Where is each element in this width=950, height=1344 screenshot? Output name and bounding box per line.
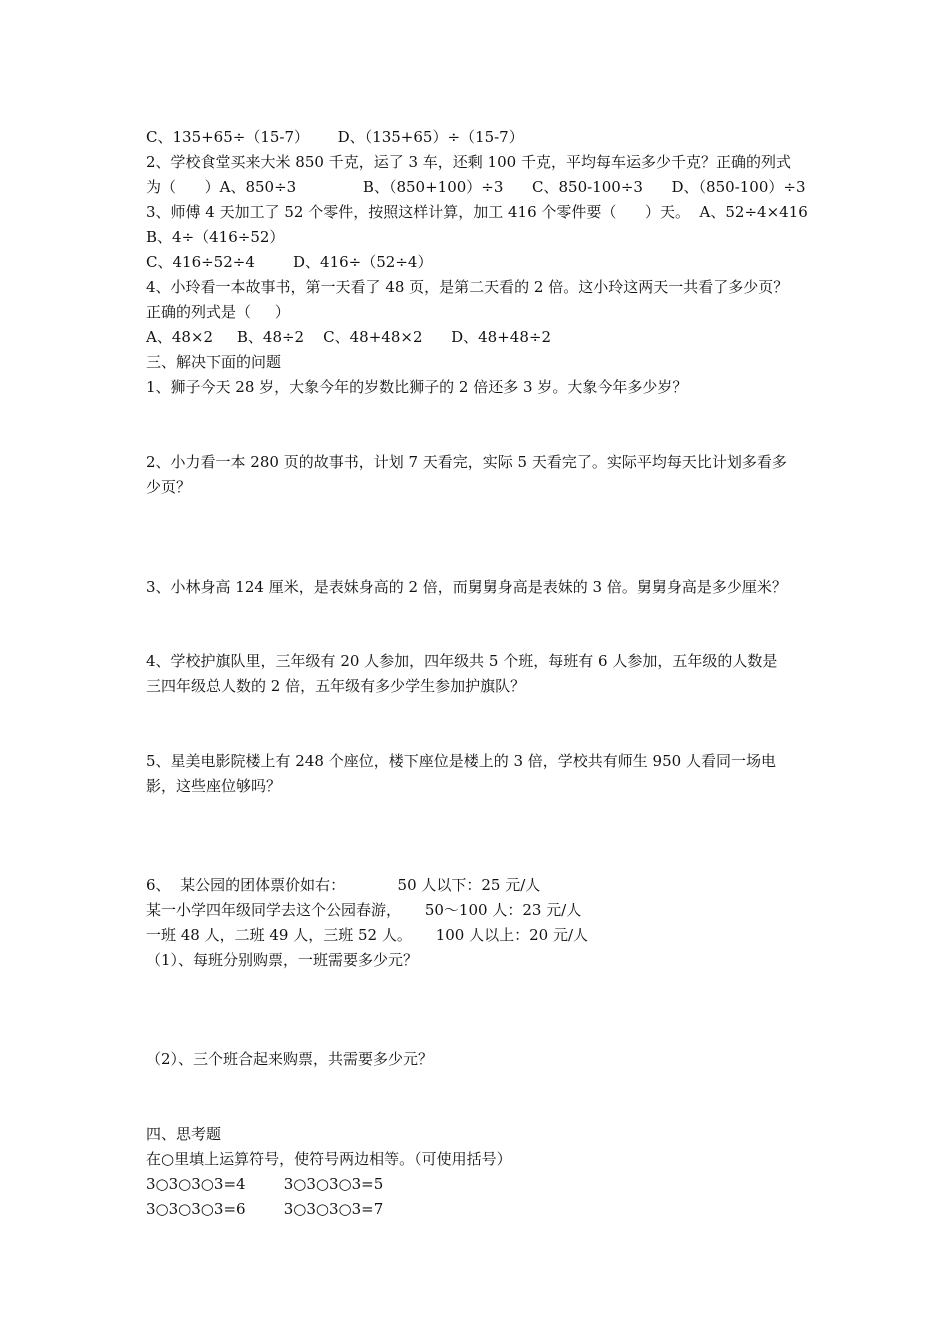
question-2-text: 2、学校食堂买来大米 850 千克，运了 3 车，还剩 100 千克，平均每车运多少千克？正确的列式 bbox=[146, 153, 791, 171]
question-3-option-b: B、4÷（416÷52） bbox=[146, 228, 285, 246]
equations-row-2: 3○3○3○3=6 3○3○3○3=7 bbox=[146, 1200, 384, 1218]
section-4-heading: 四、思考题 bbox=[146, 1125, 222, 1143]
problem-5-line-2: 影，这些座位够吗？ bbox=[146, 777, 282, 795]
problem-5-line-1: 5、星美电影院楼上有 248 个座位，楼下座位是楼上的 3 倍，学校共有师生 950 人看同一场电 bbox=[146, 752, 776, 770]
problem-3: 3、小林身高 124 厘米，是表妹身高的 2 倍，而舅舅身高是表妹的 3 倍。舅舅身高是多少厘米？ bbox=[146, 578, 787, 596]
problem-1: 1、狮子今天 28 岁，大象今年的岁数比狮子的 2 倍还多 3 岁。大象今年多少岁？ bbox=[146, 378, 688, 396]
problem-6-sub-1: （1）、每班分别购票，一班需要多少元？ bbox=[146, 951, 419, 969]
problem-4-line-1: 4、学校护旗队里，三年级有 20 人参加，四年级共 5 个班，每班有 6 人参加，五年级的人数是 bbox=[146, 652, 778, 670]
problem-2-line-1: 2、小力看一本 280 页的故事书，计划 7 天看完，实际 5 天看完了。实际平均每天比计划多看多 bbox=[146, 453, 787, 471]
question-3-options-c-d: C、416÷52÷4 D、416÷（52÷4） bbox=[146, 253, 433, 271]
thinking-instruction: 在○里填上运算符号，使符号两边相等。（可使用括号） bbox=[146, 1150, 512, 1168]
problem-6-line-1: 6、 某公园的团体票价如右： 50 人以下：25 元/人 bbox=[146, 876, 541, 894]
problem-6-line-2: 某一小学四年级同学去这个公园春游， 50～100 人：23 元/人 bbox=[146, 901, 582, 919]
question-2-options: 为（ ）A、850÷3 B、（850+100）÷3 C、850-100÷3 D、（850-100）÷3 bbox=[146, 178, 806, 196]
section-3-heading: 三、解决下面的问题 bbox=[146, 353, 282, 371]
problem-4-line-2: 三四年级总人数的 2 倍，五年级有多少学生参加护旗队？ bbox=[146, 677, 526, 695]
problem-6-sub-2: （2）、三个班合起来购票，共需要多少元？ bbox=[146, 1050, 434, 1068]
question-4-text: 4、小玲看一本故事书，第一天看了 48 页，是第二天看的 2 倍。这小玲这两天一共看了多少页？ bbox=[146, 278, 789, 296]
problem-6-line-3: 一班 48 人，二班 49 人，三班 52 人。 100 人以上：20 元/人 bbox=[146, 926, 589, 944]
question-3-text: 3、师傅 4 天加工了 52 个零件，按照这样计算，加工 416 个零件要（ ）天。 A、52÷4×416 bbox=[146, 203, 808, 221]
problem-2-line-2: 少页？ bbox=[146, 478, 192, 496]
question-4-prompt: 正确的列式是（ ） bbox=[146, 303, 290, 321]
question-4-options: A、48×2 B、48÷2 C、48+48×2 D、48+48÷2 bbox=[146, 328, 551, 346]
question-1-option-c-d: C、135+65÷（15-7） D、（135+65）÷（15-7） bbox=[146, 128, 524, 146]
equations-row-1: 3○3○3○3=4 3○3○3○3=5 bbox=[146, 1175, 384, 1193]
